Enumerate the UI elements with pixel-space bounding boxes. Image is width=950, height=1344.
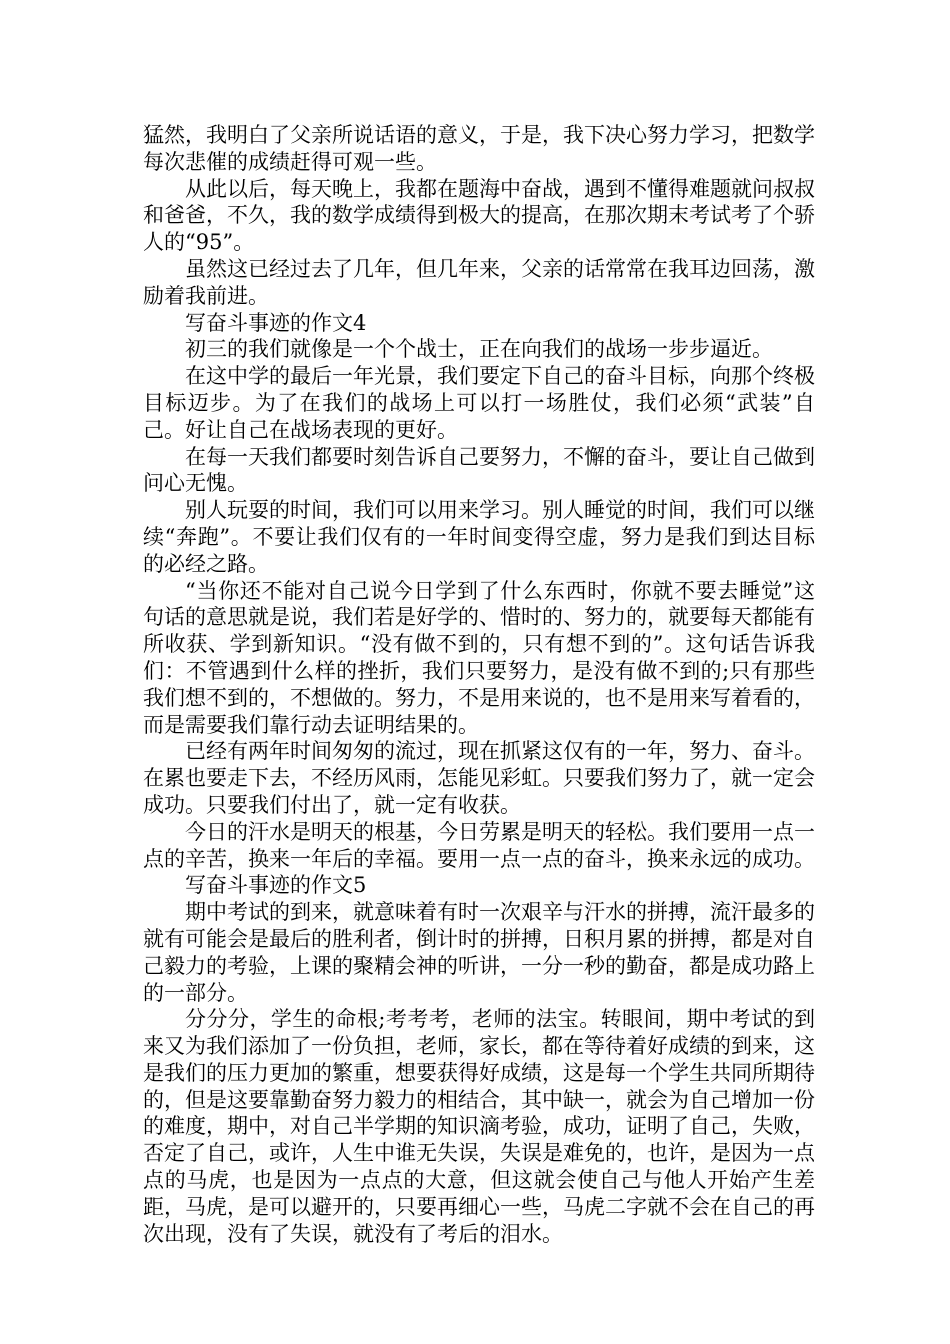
paragraph: 在这中学的最后一年光景，我们要定下自己的奋斗目标，向那个终极目标迈步。为了在我们的战场上可以打一场胜仗，我们必须“武装”自己。好让自己在战场表现的更好。 [143,364,815,442]
section-heading: 写奋斗事迹的作文4 [185,310,367,335]
paragraph: “当你还不能对自己说今日学到了什么东西时，你就不要去睡觉”这句话的意思就是说，我们若是好学的、惜时的、努力的，就要每天都能有所收获、学到新知识。“没有做不到的，只有想不到的”。这句话告诉我们：不管遇到什么样的挫折，我们只要努力，是没有做不到的;只有那些我们想不到的，不想做的。努力，不是用来说的，也不是用来写着看的，而是需要我们靠行动去证明结果的。 [143,578,815,737]
paragraph: 期中考试的到来，就意味着有时一次艰辛与汗水的拼搏，流汗最多的就有可能会是最后的胜利者，倒计时的拼搏，日积月累的拼搏，都是对自己毅力的考验，上课的聚精会神的听讲，一分一秒的勤奋，都是成功路上的一部分。 [143,900,815,1005]
paragraph: 已经有两年时间匆匆的流过，现在抓紧这仅有的一年，努力、奋斗。在累也要走下去，不经历风雨，怎能见彩虹。只要我们努力了，就一定会成功。只要我们付出了，就一定有收获。 [143,739,815,817]
section-heading: 写奋斗事迹的作文5 [185,873,367,898]
paragraph: 在每一天我们都要时刻告诉自己要努力，不懈的奋斗，要让自己做到问心无愧。 [143,444,815,496]
document-page [143,122,815,1247]
paragraph: 猛然，我明白了父亲所说话语的意义，于是，我下决心努力学习，把数学每次悲催的成绩赶得可观一些。 [143,123,815,174]
paragraph: 分分分，学生的命根;考考考，老师的法宝。转眼间，期中考试的到来又为我们添加了一份负担，老师，家长，都在等待着好成绩的到来，这是我们的压力更加的繁重，想要获得好成绩，这是每一个学生共同所期待的，但是这要靠勤奋努力毅力的相结合，其中缺一，就会为自己增加一份的难度，期中，对自己半学期的知识滴考验，成功，证明了自己，失败，否定了自己，或许，人生中谁无失误，失误是难免的，也许，是因为一点点的马虎，也是因为一点点的大意，但这就会使自己与他人开始产生差距，马虎，是可以避开的，只要再细心一些，马虎二字就不会在自己的再次出现，没有了失误，就没有了考后的泪水。 [143,1007,815,1246]
paragraph: 初三的我们就像是一个个战士，正在向我们的战场一步步逼近。 [185,337,773,362]
paragraph: 今日的汗水是明天的根基，今日劳累是明天的轻松。我们要用一点一点的辛苦，换来一年后的幸福。要用一点一点的奋斗，换来永远的成功。 [143,819,815,871]
paragraph: 虽然这已经过去了几年，但几年来，父亲的话常常在我耳边回荡，激励着我前进。 [143,256,815,308]
paragraph: 别人玩耍的时间，我们可以用来学习。别人睡觉的时间，我们可以继续“奔跑”。不要让我们仅有的一年时间变得空虚，努力是我们到达目标的必经之路。 [143,498,815,576]
paragraph: 从此以后，每天晚上，我都在题海中奋战，遇到不懂得难题就问叔叔和爸爸，不久，我的数学成绩得到极大的提高，在那次期末考试考了个骄人的“95”。 [143,176,815,255]
